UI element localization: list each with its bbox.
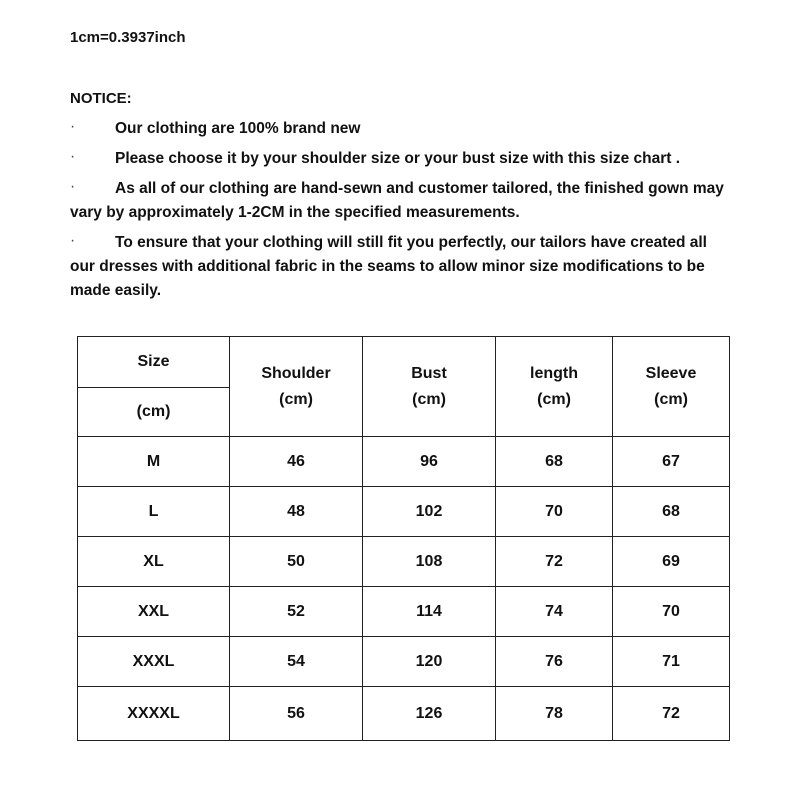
shoulder-cell: 46 bbox=[230, 437, 363, 487]
bust-cell: 96 bbox=[363, 437, 496, 487]
shoulder-cell: 52 bbox=[230, 587, 363, 637]
bullet-dot: · bbox=[70, 118, 76, 135]
bust-cell: 102 bbox=[363, 487, 496, 537]
notice-item bbox=[70, 147, 735, 171]
notice-item bbox=[70, 177, 735, 225]
table-row bbox=[78, 537, 730, 587]
shoulder-header: Shoulder (cm) bbox=[230, 337, 363, 437]
length-cell: 70 bbox=[496, 487, 613, 537]
bullet-dot: · bbox=[70, 178, 76, 195]
length-cell: 74 bbox=[496, 587, 613, 637]
sleeve-header: Sleeve (cm) bbox=[613, 337, 730, 437]
size-chart-table bbox=[77, 336, 730, 741]
size-cell: XXL bbox=[78, 587, 230, 637]
table-header-row bbox=[78, 337, 730, 388]
size-cell: XXXL bbox=[78, 637, 230, 687]
length-cell: 72 bbox=[496, 537, 613, 587]
notice-list bbox=[70, 117, 735, 309]
notice-item-text: Please choose it by your shoulder size or your bust size with this size chart . bbox=[115, 150, 681, 167]
table-row bbox=[78, 487, 730, 537]
notice-item-text: To ensure that your clothing will still fit you perfectly, our tailors have created all our dresses with additional fabric in the seams to allow minor size modifications to be made easily. bbox=[70, 234, 707, 299]
bullet-dot: · bbox=[70, 148, 76, 165]
sleeve-cell: 67 bbox=[613, 437, 730, 487]
size-cell: M bbox=[78, 437, 230, 487]
bust-header: Bust (cm) bbox=[363, 337, 496, 437]
length-cell: 76 bbox=[496, 637, 613, 687]
shoulder-cell: 54 bbox=[230, 637, 363, 687]
notice-item bbox=[70, 231, 735, 303]
bust-cell: 108 bbox=[363, 537, 496, 587]
length-header: length (cm) bbox=[496, 337, 613, 437]
notice-item bbox=[70, 117, 735, 141]
sleeve-cell: 68 bbox=[613, 487, 730, 537]
table-row bbox=[78, 437, 730, 487]
notice-title: NOTICE: bbox=[70, 90, 132, 107]
shoulder-cell: 48 bbox=[230, 487, 363, 537]
bust-cell: 114 bbox=[363, 587, 496, 637]
sleeve-cell: 72 bbox=[613, 687, 730, 741]
table-row bbox=[78, 587, 730, 637]
notice-item-text: As all of our clothing are hand-sewn and customer tailored, the finished gown may vary by approximately 1-2CM in the specified measurements. bbox=[70, 180, 724, 221]
notice-item-text: Our clothing are 100% brand new bbox=[115, 120, 361, 137]
sleeve-cell: 71 bbox=[613, 637, 730, 687]
length-cell: 78 bbox=[496, 687, 613, 741]
bust-cell: 120 bbox=[363, 637, 496, 687]
size-cell: XL bbox=[78, 537, 230, 587]
shoulder-cell: 50 bbox=[230, 537, 363, 587]
size-unit-header: (cm) bbox=[78, 388, 230, 437]
length-cell: 68 bbox=[496, 437, 613, 487]
sleeve-cell: 70 bbox=[613, 587, 730, 637]
size-header: Size bbox=[78, 337, 230, 388]
bust-cell: 126 bbox=[363, 687, 496, 741]
table-row bbox=[78, 687, 730, 741]
size-cell: XXXXL bbox=[78, 687, 230, 741]
bullet-dot: · bbox=[70, 232, 76, 249]
unit-conversion: 1cm=0.3937inch bbox=[70, 29, 186, 46]
table-row bbox=[78, 637, 730, 687]
shoulder-cell: 56 bbox=[230, 687, 363, 741]
size-cell: L bbox=[78, 487, 230, 537]
sleeve-cell: 69 bbox=[613, 537, 730, 587]
